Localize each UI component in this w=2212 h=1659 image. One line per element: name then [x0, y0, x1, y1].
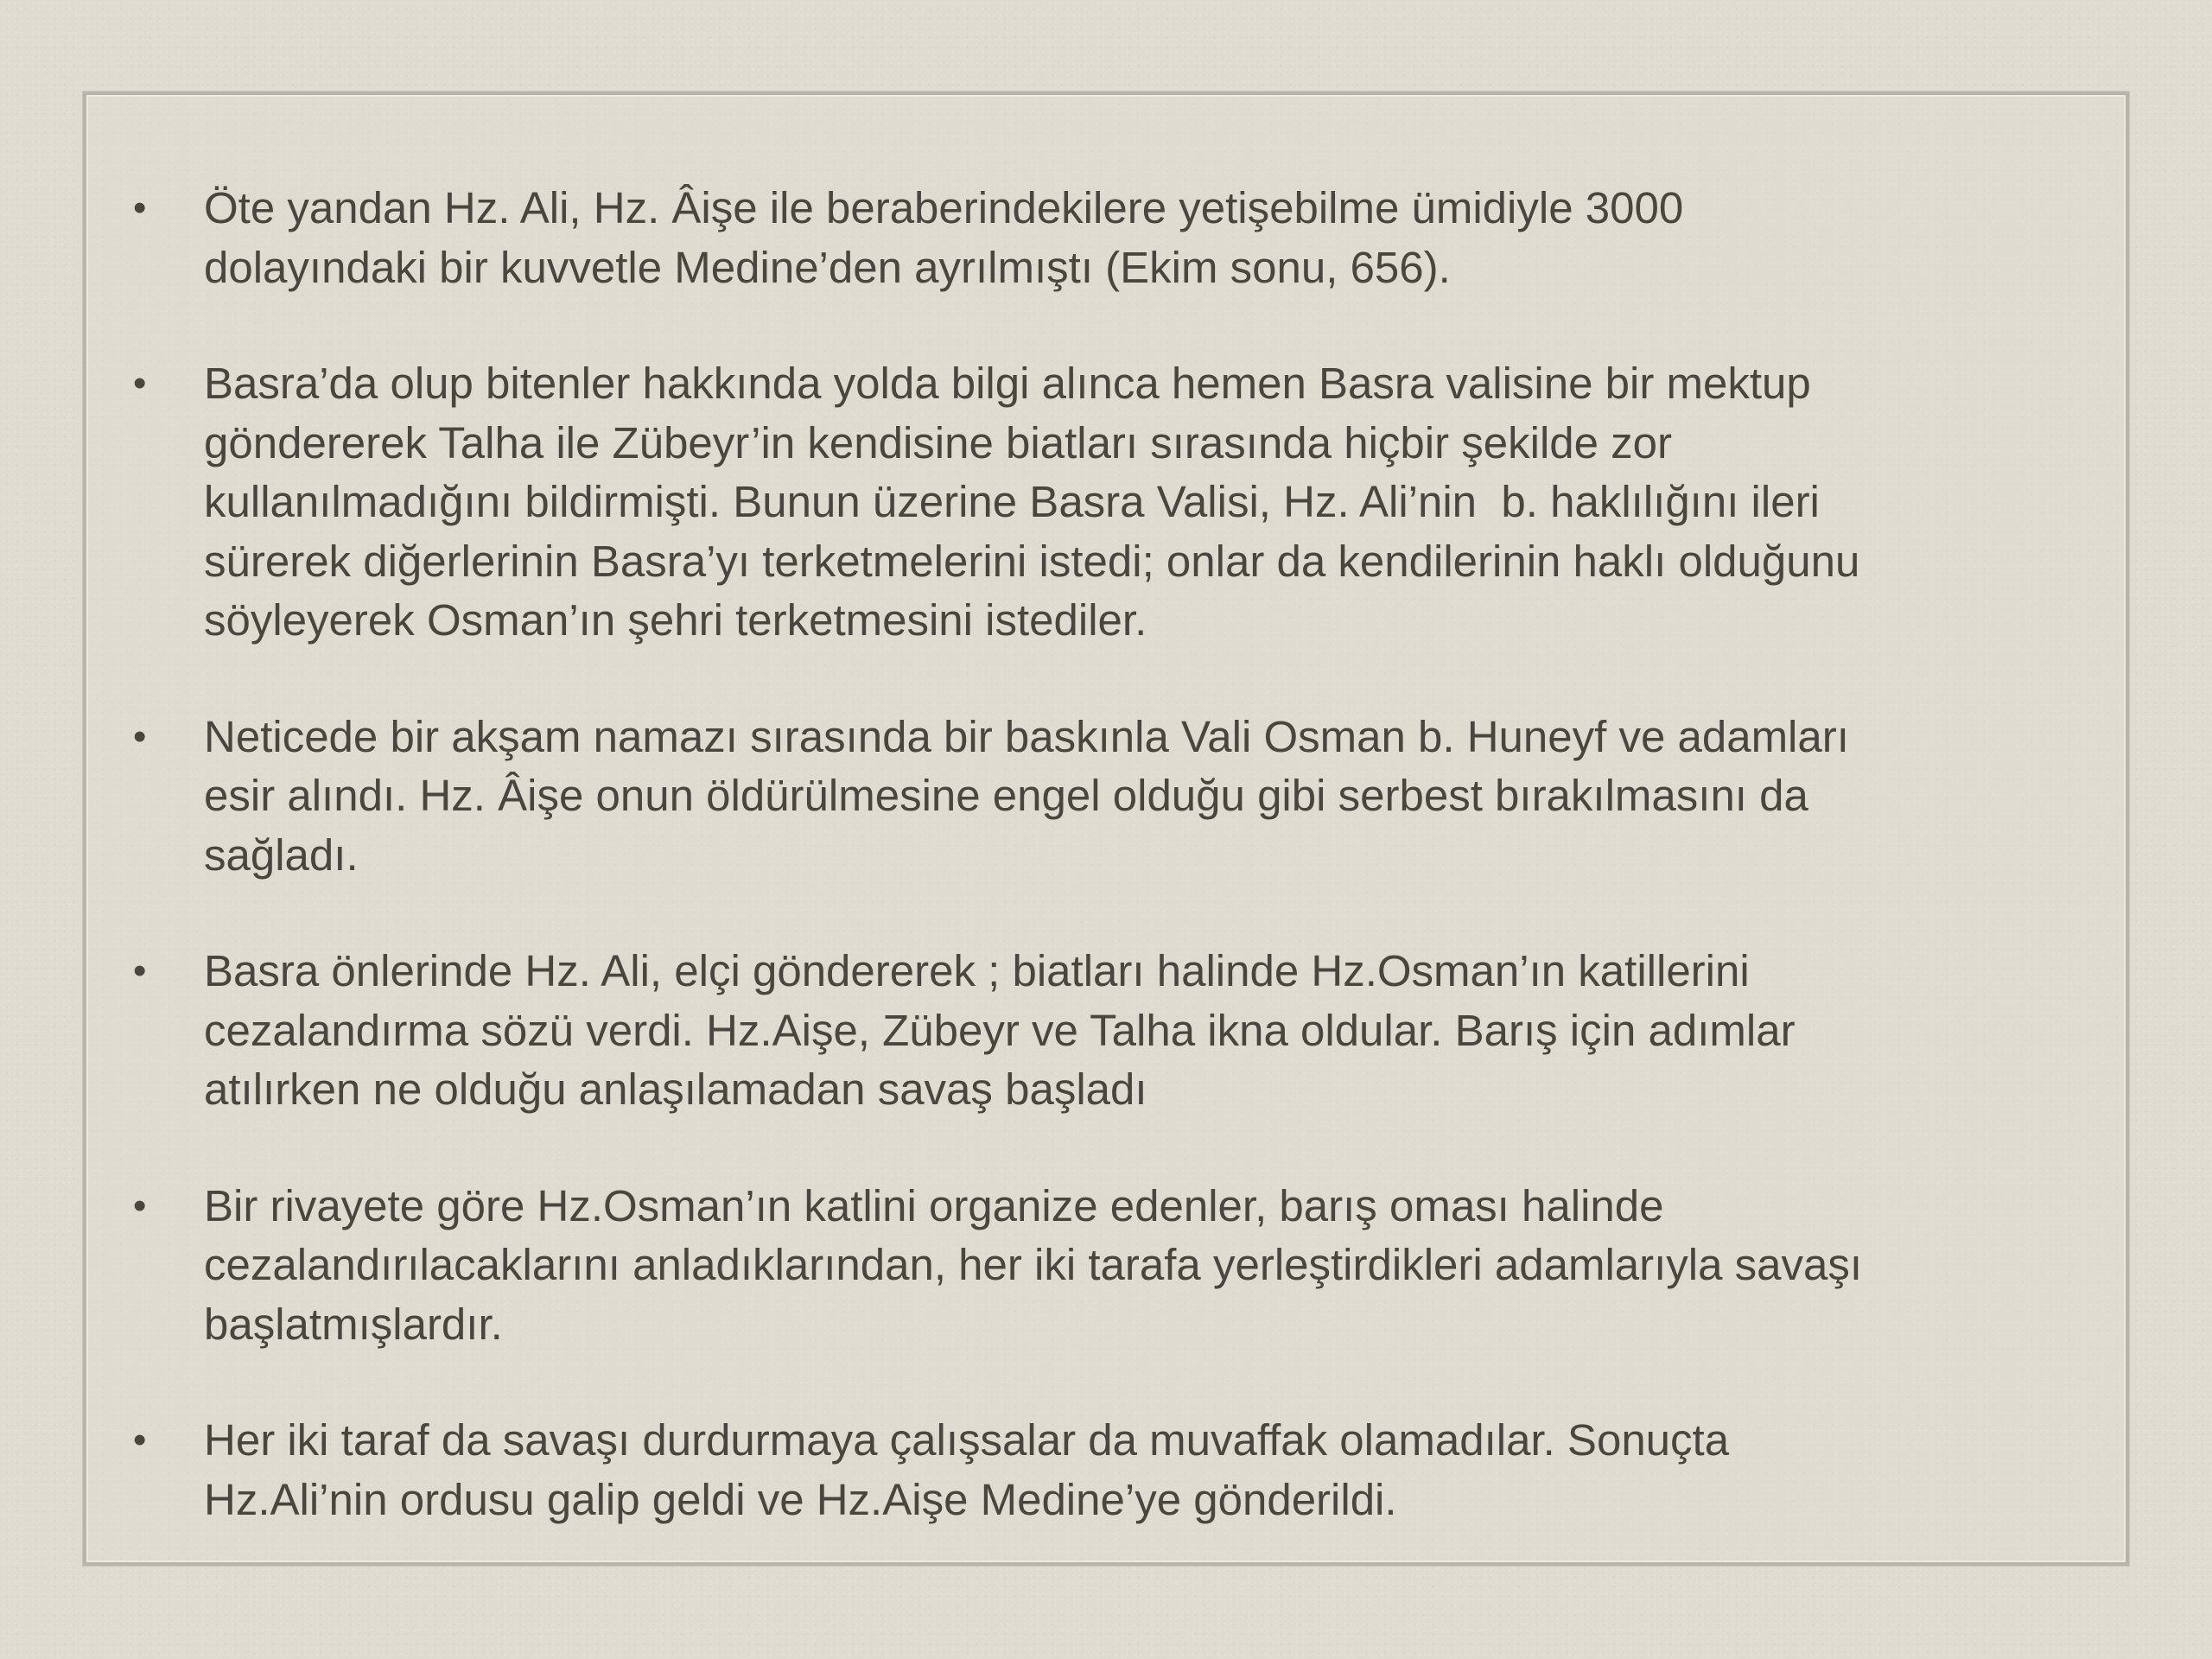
- bullet-text: Her iki taraf da savaşı durdurmaya çalışsalar da muvaffak olamadılar. Sonuçta Hz.Ali’nin ordusu galip geldi ve Hz.Aişe Medine’ye gönderildi.: [204, 1415, 1730, 1524]
- bullet-item-5: [86, 1177, 2126, 1355]
- bullet-point-icon: •: [133, 715, 147, 758]
- bullet-text: Basra’da olup bitenler hakkında yolda bilgi alınca hemen Basra valisine bir mektup göndererek Talha ile Zübeyr’in kendisine biatları sırasında hiçbir şekilde zor kullanılmadığını bildirmişti. Bunun üzerine Basra Valisi, Hz. Ali’nin b. haklılığını ileri sürerek diğerlerinin Basra’yı terketmelerini istedi; onlar da kendilerinin haklı olduğunu söyleyerek Osman’ın şehri terketmesini istediler.: [204, 359, 1860, 645]
- bullet-item-6: [86, 1411, 2126, 1529]
- bullet-text: Öte yandan Hz. Ali, Hz. Âişe ile beraberindekilere yetişebilme ümidiyle 3000 dolayındaki bir kuvvetle Medine’den ayrılmıştı (Ekim sonu, 656).: [204, 183, 1684, 292]
- bullet-item-2: [86, 354, 2126, 651]
- slide-content-frame: [83, 92, 2129, 1566]
- bullet-point-icon: •: [133, 950, 147, 992]
- bullet-text: Neticede bir akşam namazı sırasında bir baskınla Vali Osman b. Huneyf ve adamları esir alındı. Hz. Âişe onun öldürülmesine engel olduğu gibi serbest bırakılmasını da sağladı.: [204, 711, 1849, 880]
- bullet-item-1: [86, 179, 2126, 297]
- bullet-list: [86, 179, 2126, 1586]
- bullet-item-3: [86, 708, 2126, 886]
- bullet-item-4: [86, 942, 2126, 1120]
- bullet-text: Basra önlerinde Hz. Ali, elçi göndererek ; biatları halinde Hz.Osman’ın katillerini cezalandırma sözü verdi. Hz.Aişe, Zübeyr ve Talha ikna oldular. Barış için adımlar atılırken ne olduğu anlaşılamadan savaş başladı: [204, 946, 1796, 1114]
- bullet-point-icon: •: [133, 362, 147, 404]
- bullet-point-icon: •: [133, 187, 147, 229]
- bullet-text: Bir rivayete göre Hz.Osman’ın katlini organize edenler, barış oması halinde cezalandırılacaklarını anladıklarından, her iki tarafa yerleştirdikleri adamlarıyla savaşı başlatmışlardır.: [204, 1180, 1863, 1349]
- bullet-point-icon: •: [133, 1184, 147, 1227]
- bullet-point-icon: •: [133, 1419, 147, 1461]
